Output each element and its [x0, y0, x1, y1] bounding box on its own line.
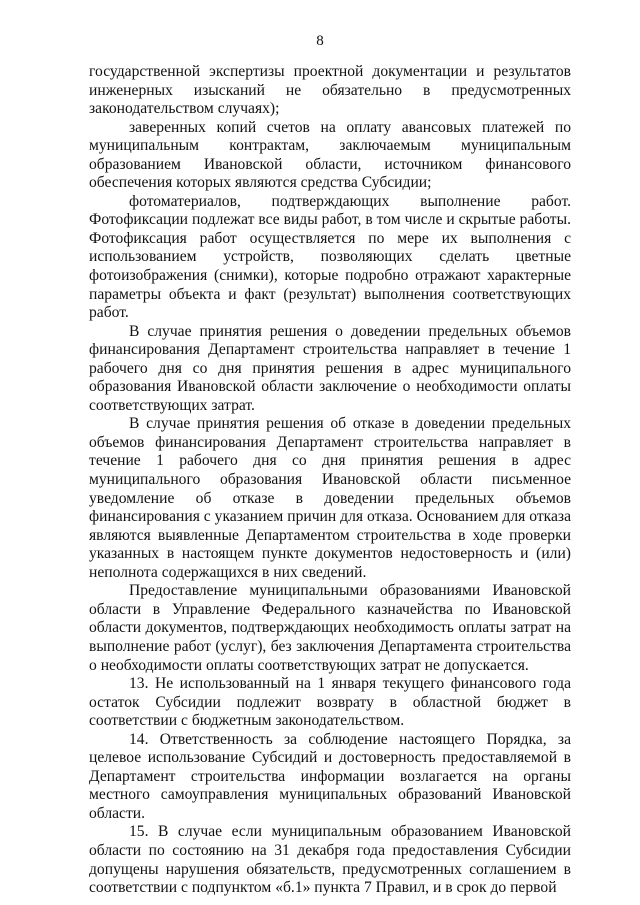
paragraph-photo-materials: фотоматериалов, подтверждающих выполнение работ. Фотофиксации подлежат все виды работ, в том числе и скрытые работы. Фотофиксация работ осуществляется по мере их выполнения с использованием устройств, позволяющих сделать цветные фотоизображения (снимки), которые подробно отражают характерные параметры объекта и факт (результат) выполнения соответствующих работ. [89, 192, 571, 322]
paragraph-15-violations: 15. В случае если муниципальным образованием Ивановской области по состоянию на 31 декабря года предоставления Субсидии допущены нарушения обязательств, предусмотренных соглашением в соответствии с подпунктом «б.1» пункта 7 Правил, и в срок до первой [89, 823, 571, 897]
document-body [89, 63, 571, 898]
paragraph-expertise-continuation: государственной экспертизы проектной документации и результатов инженерных изысканий не обязательно в предусмотренных законодательством случаях); [89, 63, 571, 118]
paragraph-invoice-copies: заверенных копий счетов на оплату авансовых платежей по муниципальным контрактам, заключаемым муниципальным образованием Ивановской области, источником финансового обеспечения которых являются средства Субсидии; [89, 118, 571, 192]
paragraph-funding-approval: В случае принятия решения о доведении предельных объемов финансирования Департамент строительства направляет в течение 1 рабочего дня со дня принятия решения в адрес муниципального образования Ивановской области заключение о необходимости оплаты соответствующих затрат. [89, 322, 571, 414]
paragraph-treasury-documents: Предоставление муниципальными образованиями Ивановской области в Управление Федерального казначейства по Ивановской области документов, подтверждающих необходимость оплаты затрат на выполнение работ (услуг), без заключения Департамента строительства о необходимости оплаты соответствующих затрат не допускается. [89, 582, 571, 674]
paragraph-14-responsibility: 14. Ответственность за соблюдение настоящего Порядка, за целевое использование Субсидий и достоверность предоставляемой в Департамент строительства информации возлагается на органы местного самоуправления муниципальных образований Ивановской области. [89, 730, 571, 822]
paragraph-13-unused-balance: 13. Не использованный на 1 января текущего финансового года остаток Субсидии подлежит возврату в областной бюджет в соответствии с бюджетным законодательством. [89, 675, 571, 730]
paragraph-funding-refusal: В случае принятия решения об отказе в доведении предельных объемов финансирования Департамент строительства направляет в течение 1 рабочего дня со дня принятия решения в адрес муниципального образования Ивановской области письменное уведомление об отказе в доведении предельных объемов финансирования с указанием причин для отказа. Основанием для отказа являются выявленные Департаментом строительства в ходе проверки указанных в настоящем пункте документов недостоверность и (или) неполнота содержащихся в них сведений. [89, 415, 571, 581]
page-number: 8 [316, 33, 324, 49]
